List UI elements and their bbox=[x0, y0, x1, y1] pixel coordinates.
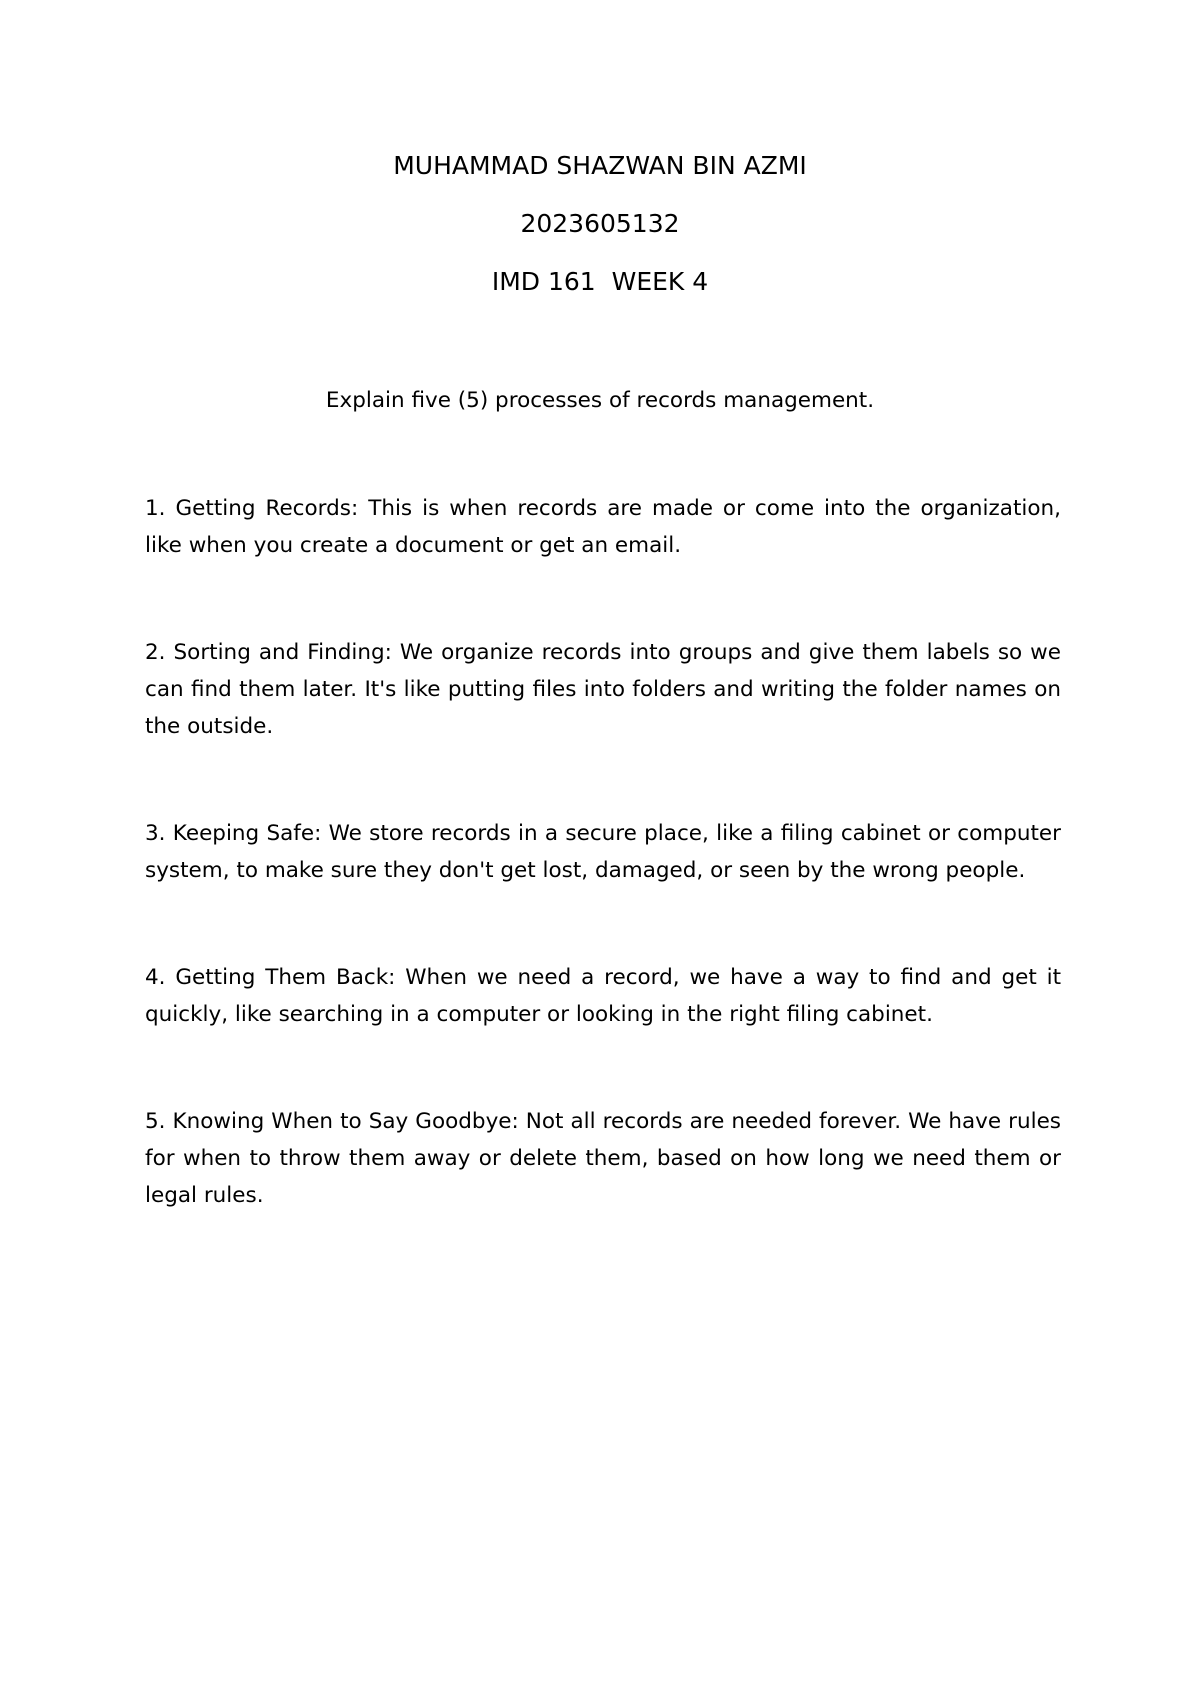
student-id: 2023605132 bbox=[520, 209, 680, 238]
course-week: IMD 161 WEEK 4 bbox=[491, 267, 709, 296]
answer-paragraph-4: 4. Getting Them Back: When we need a record, we have a way to find and get it quickly, like searching in a computer or looking in the right filing cabinet. bbox=[145, 965, 1061, 1027]
student-name: MUHAMMAD SHAZWAN BIN AZMI bbox=[393, 151, 807, 180]
answer-paragraph-3: 3. Keeping Safe: We store records in a secure place, like a filing cabinet or computer system, to make sure they don't get lost, damaged, or seen by the wrong people. bbox=[145, 821, 1061, 883]
answer-list bbox=[145, 490, 1061, 1284]
answer-paragraph-5: 5. Knowing When to Say Goodbye: Not all records are needed forever. We have rules for when to throw them away or delete them, based on how long we need them or legal rules. bbox=[145, 1109, 1061, 1208]
answer-paragraph-1: 1. Getting Records: This is when records are made or come into the organization, like when you create a document or get an email. bbox=[145, 496, 1061, 558]
document-header bbox=[0, 148, 1200, 322]
question-text: Explain five (5) processes of records management. bbox=[325, 388, 875, 413]
answer-paragraph-2: 2. Sorting and Finding: We organize records into groups and give them labels so we can find them later. It's like putting files into folders and writing the folder names on the outside. bbox=[145, 640, 1061, 739]
